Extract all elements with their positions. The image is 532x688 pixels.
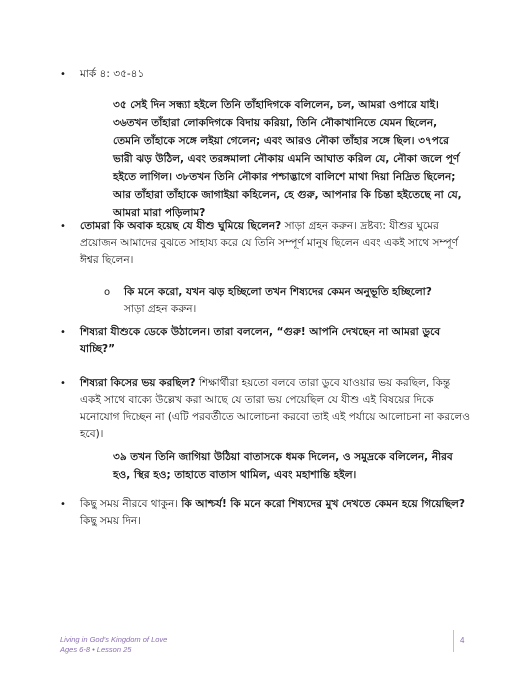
question-2-bold: শিষ্যরা যীশুকে ডেকে উঠালেন। তারা বললেন, “গুরু! আপনি দেখছেন না আমরা ডুবে যাচ্ছি?” — [80, 326, 441, 355]
question-1-text — [80, 218, 470, 269]
sub-question-bold: কি মনে করো, যখন ঝড় হচ্ছিলো তখন শিষ্যদের কেমন অনুভূতি হচ্ছিলো? — [124, 286, 432, 298]
question-1-rest: সাড়া গ্রহন করুন। দ্রষ্টব্য: যীশুর ঘুমের প্রয়োজন আমাদের বুঝতে সাহায্য করে যে তিনি সম্পূর্ণ মানুষ ছিলেন এবং একই সাথে সম্পূর্ণ ঈশ্বর ছিলেন। — [80, 220, 458, 266]
question-4-end: কিছু সময় দিন। — [80, 515, 141, 527]
scripture-quote-1: ৩৫ সেই দিন সন্ধ্যা হইলে তিনি তাঁহাদিগকে বলিলেন, চল, আমরা ওপারে যাই। ৩৬তখন তাঁহারা লোকদিগকে বিদায় করিয়া, তিনি নৌকাখানিতে যেমন ছিলেন, তেমনি তাঁহাকে সঙ্গে লইয়া গেলেন; এবং আরও নৌকা তাঁহার সঙ্গে ছিল। ৩৭পরে ভারী ঝড় উঠিল, এবং তরঙ্গমালা নৌকায় এমনি আঘাত করিল যে, নৌকা জলে পূর্ণ হইতে লাগিল। ৩৮তখন তিনি নৌকার পশ্চাদ্ভাগে বালিশে মাথা দিয়া নিদ্রিত ছিলেন; আর তাঁহারা তাঁহাকে জাগাইয়া কহিলেন, হে গুরু, আপনার কি চিন্তা হইতেছে না যে, আমরা মারা পড়িলাম? — [113, 99, 462, 219]
circle-bullet-icon: o — [104, 287, 111, 298]
bullet-icon: • — [60, 499, 66, 510]
page-number: 4 — [460, 636, 465, 645]
sub-question-text — [124, 284, 470, 318]
footer-title: Living in God's Kingdom of Love — [60, 635, 168, 644]
bullet-question-3 — [60, 375, 470, 443]
footer-lesson-info — [60, 635, 167, 655]
bullet-icon: • — [60, 327, 66, 338]
bullet-icon: • — [60, 69, 66, 80]
bullet-scripture-ref — [60, 66, 470, 83]
question-4-text — [80, 496, 470, 530]
bullet-icon: • — [60, 378, 66, 389]
bullet-question-1 — [60, 218, 470, 269]
question-1-bold: তোমরা কি অবাক হয়েছ যে যীশু ঘুমিয়ে ছিলেন? — [80, 220, 282, 232]
question-3-bold: শিষ্যরা কিসের ভয় করছিল? — [80, 377, 196, 389]
sub-bullet-question — [104, 284, 470, 318]
question-3-rest: শিক্ষার্থীরা হয়তো বলবে তারা ডুবে যাওয়ার ভয় করছিল, কিন্তু একই সাথে বাক্যে উল্লেখ করা আছে যে তারা ভয় পেয়েছিল যে যীশু এই বিষয়ের দিকে মনোযোগ দিচ্ছেন না (এটি পরবর্তীতে আলোচনা করবো তাই এই পর্যায়ে আলোচনা না করলেও হবে)। — [80, 377, 470, 440]
bullet-icon: • — [60, 221, 66, 232]
question-3-text — [80, 375, 470, 443]
sub-question-rest: সাড়া গ্রহন করুন। — [124, 303, 197, 315]
scripture-quote-2: ৩৯ তখন তিনি জাগিয়া উঠিয়া বাতাসকে ধমক দিলেন, ও সমুদ্রকে বলিলেন, নীরব হও, স্থির হও; তাহাতে বাতাস থামিল, এবং মহাশান্তি হইল। — [113, 451, 453, 481]
scripture-reference: মার্ক ৪: ৩৫-৪১ — [80, 68, 145, 80]
question-2-text — [80, 324, 470, 358]
footer-lesson: Ages 6-8 • Lesson 25 — [60, 645, 132, 654]
bullet-question-4 — [60, 496, 470, 530]
bullet-question-2 — [60, 324, 470, 358]
question-4-start: কিছু সময় নীরবে থাকুন। — [80, 498, 182, 510]
footer-divider — [453, 630, 454, 652]
question-4-bold: কি আশ্চর্য! কি মনে করো শিষ্যদের মুখ দেখতে কেমন হয়ে গিয়েছিল? — [181, 498, 465, 510]
